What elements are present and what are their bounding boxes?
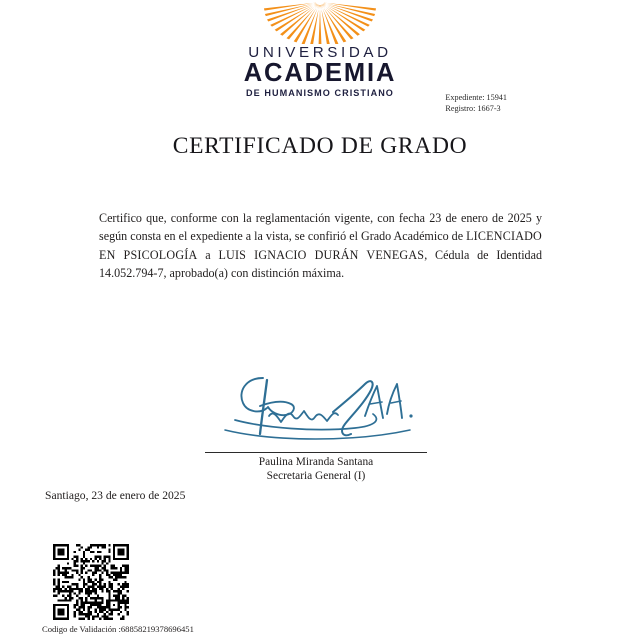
handwritten-signature-icon (205, 372, 427, 452)
sunburst-icon (261, 0, 379, 44)
degree-name: LICENCIADO EN PSICOLOGÍA (99, 229, 542, 262)
wordmark-line-academia: ACADEMIA (243, 59, 397, 88)
institution-wordmark (0, 45, 640, 98)
holder-name: LUIS IGNACIO DURÁN VENEGAS (218, 247, 425, 262)
qr-code-icon (42, 544, 140, 620)
place-and-date: Santiago, 23 de enero de 2025 (45, 489, 186, 502)
signature-block (205, 372, 427, 483)
qr-code-block (42, 544, 140, 620)
institution-logo (0, 0, 640, 98)
signer-role: Secretaria General (I) (266, 470, 366, 482)
wordmark-line-universidad: UNIVERSIDAD (248, 44, 392, 61)
validation-code: Codigo de Validación :68858219378696451 (42, 624, 194, 634)
expediente-number: Expediente: 15941 (445, 93, 507, 102)
certificate-title: CERTIFICADO DE GRADO (172, 133, 468, 159)
body-segment-intro: Certifico que, conforme con la reglamentación vigente, con fecha 23 de enero de 2025 y según consta en el expediente a la vista, se confirió el Grado Académico de (99, 211, 542, 244)
certificate-body (99, 209, 542, 282)
signer-name: Paulina Miranda Santana (258, 456, 374, 468)
reference-numbers (445, 93, 507, 114)
registro-number: Registro: 1667-3 (445, 103, 501, 113)
body-segment-identity: , Cédula de Identidad 14.052.794-7, aprobado(a) con distinción máxima. (99, 247, 543, 280)
body-segment-connector: a (197, 247, 219, 262)
signature-rule (205, 452, 427, 453)
wordmark-line-humanismo: DE HUMANISMO CRISTIANO (246, 87, 394, 98)
